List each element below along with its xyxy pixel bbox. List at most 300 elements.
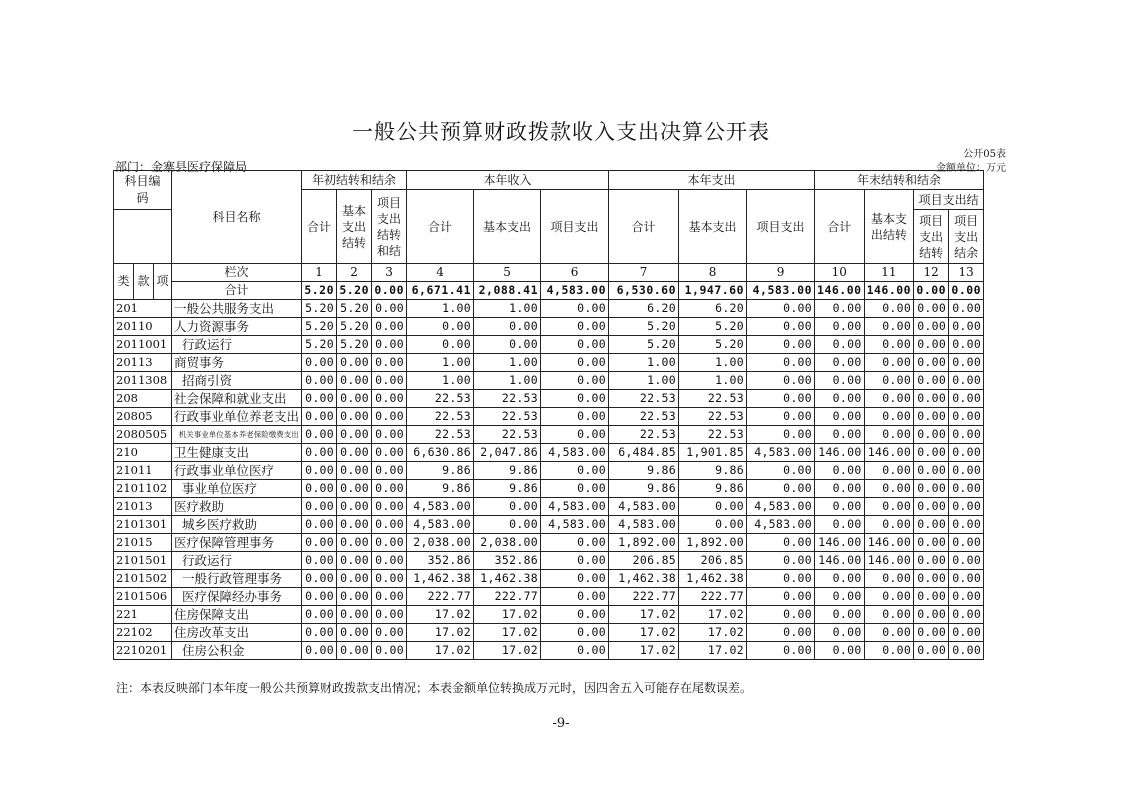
subject-code: 21011 [114,462,172,480]
amount-cell: 0.00 [864,354,914,372]
header-lanci: 栏次 [172,264,302,282]
table-row [114,624,984,642]
amount-cell: 0.00 [864,300,914,318]
subject-name: 社会保障和就业支出 [172,390,302,408]
header-end-project-carry: 项目支出结转 [914,210,949,264]
amount-cell: 0.00 [864,624,914,642]
header-group-end: 年末结转和结余 [815,171,984,190]
amount-cell: 0.00 [372,300,407,318]
subject-code: 20113 [114,354,172,372]
amount-cell: 0.00 [914,462,949,480]
amount-cell: 0.00 [747,372,815,390]
amount-cell: 0.00 [747,588,815,606]
total-cell: 146.00 [864,282,914,300]
amount-cell: 0.00 [914,624,949,642]
amount-cell: 0.00 [864,372,914,390]
amount-cell: 4,583.00 [609,516,679,534]
amount-cell: 0.00 [949,336,984,354]
amount-cell: 0.00 [914,444,949,462]
amount-cell: 0.00 [914,300,949,318]
amount-cell: 17.02 [407,624,474,642]
amount-cell: 0.00 [864,516,914,534]
header-income-total: 合计 [407,190,474,264]
amount-cell: 0.00 [302,570,337,588]
amount-cell: 5.20 [302,318,337,336]
header-begin-project: 项目支出结转和结 [372,190,407,264]
amount-cell: 0.00 [302,390,337,408]
amount-cell: 0.00 [815,300,865,318]
amount-cell: 0.00 [949,390,984,408]
amount-cell: 0.00 [541,426,609,444]
amount-cell: 22.53 [407,408,474,426]
amount-cell: 17.02 [407,642,474,660]
subject-code: 2101501 [114,552,172,570]
subject-name: 医疗保障管理事务 [172,534,302,552]
total-cell: 4,583.00 [541,282,609,300]
amount-cell: 222.77 [474,588,541,606]
amount-cell: 6.20 [609,300,679,318]
subject-code: 21013 [114,498,172,516]
table-row [114,336,984,354]
table-row [114,588,984,606]
col-number: 6 [541,264,609,282]
table-row [114,642,984,660]
amount-cell: 0.00 [302,624,337,642]
amount-cell: 0.00 [747,318,815,336]
amount-cell: 9.86 [474,462,541,480]
amount-cell: 0.00 [302,408,337,426]
subject-name: 商贸事务 [172,354,302,372]
amount-cell: 352.86 [474,552,541,570]
amount-cell: 5.20 [679,318,747,336]
subject-code: 2101506 [114,588,172,606]
amount-cell: 0.00 [949,462,984,480]
amount-cell: 5.20 [609,336,679,354]
amount-cell: 4,583.00 [747,444,815,462]
amount-cell: 0.00 [337,516,372,534]
amount-cell: 1.00 [407,300,474,318]
table-row [114,498,984,516]
amount-cell: 22.53 [474,390,541,408]
subject-code: 2101301 [114,516,172,534]
amount-cell: 0.00 [474,516,541,534]
amount-cell: 1.00 [407,372,474,390]
amount-cell: 0.00 [541,606,609,624]
amount-cell: 0.00 [337,642,372,660]
amount-cell: 17.02 [474,642,541,660]
subject-name: 卫生健康支出 [172,444,302,462]
amount-cell: 0.00 [372,552,407,570]
amount-cell: 1.00 [474,354,541,372]
amount-cell: 22.53 [609,390,679,408]
amount-cell: 1.00 [609,372,679,390]
amount-cell: 0.00 [302,552,337,570]
total-cell: 0.00 [914,282,949,300]
amount-cell: 0.00 [407,318,474,336]
amount-cell: 5.20 [679,336,747,354]
amount-cell: 0.00 [949,300,984,318]
subject-code: 208 [114,390,172,408]
amount-cell: 0.00 [864,588,914,606]
amount-cell: 17.02 [407,606,474,624]
amount-cell: 2,047.86 [474,444,541,462]
amount-cell: 222.77 [609,588,679,606]
amount-cell: 0.00 [372,408,407,426]
amount-cell: 0.00 [747,336,815,354]
amount-cell: 0.00 [815,372,865,390]
subject-code: 2080505 [114,426,172,444]
subject-name: 一般公共服务支出 [172,300,302,318]
amount-cell: 0.00 [541,588,609,606]
amount-cell: 0.00 [747,426,815,444]
amount-cell: 1.00 [407,354,474,372]
amount-cell: 0.00 [337,372,372,390]
amount-cell: 0.00 [541,372,609,390]
amount-cell: 0.00 [914,426,949,444]
table-row [114,534,984,552]
amount-cell: 0.00 [747,354,815,372]
amount-cell: 1,892.00 [679,534,747,552]
amount-cell: 0.00 [372,588,407,606]
amount-cell: 22.53 [474,426,541,444]
amount-cell: 5.20 [337,300,372,318]
amount-cell: 0.00 [914,336,949,354]
total-cell: 6,530.60 [609,282,679,300]
amount-cell: 17.02 [609,624,679,642]
amount-cell: 146.00 [864,552,914,570]
amount-cell: 0.00 [372,606,407,624]
amount-cell: 0.00 [541,408,609,426]
amount-cell: 0.00 [864,408,914,426]
amount-cell: 17.02 [474,606,541,624]
amount-cell: 352.86 [407,552,474,570]
amount-cell: 206.85 [609,552,679,570]
subject-name: 机关事业单位基本养老保险缴费支出 [172,426,302,444]
col-number: 5 [474,264,541,282]
amount-cell: 1.00 [474,372,541,390]
amount-cell: 0.00 [815,336,865,354]
amount-cell: 0.00 [949,426,984,444]
amount-cell: 0.00 [337,462,372,480]
amount-cell: 5.20 [302,300,337,318]
col-number: 12 [914,264,949,282]
amount-cell: 0.00 [914,552,949,570]
col-number: 7 [609,264,679,282]
header-end-project-surplus: 项目支出结余 [949,210,984,264]
table-body [114,300,984,660]
amount-cell: 146.00 [864,534,914,552]
subject-code: 20805 [114,408,172,426]
amount-cell: 0.00 [815,570,865,588]
amount-cell: 5.20 [302,336,337,354]
subject-name: 行政事业单位医疗 [172,462,302,480]
col-number: 10 [815,264,865,282]
amount-cell: 0.00 [372,336,407,354]
amount-cell: 22.53 [474,408,541,426]
subject-code: 2101102 [114,480,172,498]
footnote: 注：本表反映部门本年度一般公共预算财政拨款支出情况；本表金额单位转换成万元时，因四舍五入可能存在尾数误差。 [116,681,753,695]
amount-cell: 5.20 [609,318,679,336]
amount-cell: 0.00 [474,318,541,336]
amount-cell: 0.00 [541,624,609,642]
subject-name: 住房公积金 [172,642,302,660]
subject-name: 一般行政管理事务 [172,570,302,588]
amount-cell: 4,583.00 [541,498,609,516]
header-group-income: 本年收入 [407,171,609,190]
header-exp-total: 合计 [609,190,679,264]
amount-cell: 0.00 [302,444,337,462]
amount-cell: 0.00 [747,300,815,318]
amount-cell: 0.00 [372,462,407,480]
amount-cell: 0.00 [407,336,474,354]
amount-cell: 0.00 [474,336,541,354]
amount-cell: 0.00 [864,606,914,624]
amount-cell: 1.00 [679,372,747,390]
amount-cell: 0.00 [302,462,337,480]
amount-cell: 22.53 [609,408,679,426]
amount-cell: 22.53 [679,408,747,426]
col-number: 2 [337,264,372,282]
amount-cell: 0.00 [949,444,984,462]
subject-name: 行政事业单位养老支出 [172,408,302,426]
amount-cell: 0.00 [815,642,865,660]
col-number: 1 [302,264,337,282]
amount-cell: 0.00 [302,642,337,660]
col-number: 11 [864,264,914,282]
table-row [114,570,984,588]
amount-cell: 0.00 [541,642,609,660]
total-cell: 6,671.41 [407,282,474,300]
subject-code: 201 [114,300,172,318]
amount-cell: 0.00 [372,480,407,498]
amount-cell: 17.02 [609,606,679,624]
amount-cell: 0.00 [372,318,407,336]
amount-cell: 0.00 [914,606,949,624]
amount-cell: 0.00 [372,390,407,408]
amount-cell: 146.00 [815,534,865,552]
amount-cell: 0.00 [815,426,865,444]
header-code-spacer [114,210,172,264]
amount-cell: 0.00 [747,480,815,498]
amount-cell: 0.00 [337,606,372,624]
header-end-total: 合计 [815,190,865,264]
subject-code: 221 [114,606,172,624]
amount-cell: 0.00 [372,570,407,588]
amount-cell: 9.86 [609,480,679,498]
subject-name: 人力资源事务 [172,318,302,336]
amount-cell: 0.00 [914,480,949,498]
amount-cell: 4,583.00 [747,516,815,534]
amount-cell: 1.00 [474,300,541,318]
amount-cell: 0.00 [302,372,337,390]
amount-cell: 0.00 [747,642,815,660]
amount-cell: 0.00 [914,318,949,336]
total-cell: 5.20 [337,282,372,300]
amount-cell: 0.00 [949,552,984,570]
table-row [114,354,984,372]
table-row [114,606,984,624]
amount-cell: 0.00 [302,516,337,534]
amount-cell: 0.00 [541,480,609,498]
amount-cell: 0.00 [914,570,949,588]
amount-cell: 0.00 [864,480,914,498]
amount-cell: 0.00 [679,516,747,534]
subject-name: 招商引资 [172,372,302,390]
subject-code: 2011308 [114,372,172,390]
amount-cell: 22.53 [679,390,747,408]
table-row [114,462,984,480]
amount-cell: 0.00 [815,606,865,624]
amount-cell: 0.00 [337,480,372,498]
amount-cell: 0.00 [815,498,865,516]
amount-cell: 6.20 [679,300,747,318]
amount-cell: 0.00 [914,498,949,516]
budget-table [113,170,984,660]
amount-cell: 0.00 [864,642,914,660]
header-income-project: 项目支出 [541,190,609,264]
amount-cell: 146.00 [815,552,865,570]
amount-cell: 0.00 [302,588,337,606]
amount-cell: 0.00 [914,642,949,660]
amount-cell: 6,484.85 [609,444,679,462]
amount-cell: 0.00 [949,372,984,390]
amount-cell: 1.00 [609,354,679,372]
amount-cell: 0.00 [949,480,984,498]
subject-code: 2210201 [114,642,172,660]
table-row [114,516,984,534]
amount-cell: 0.00 [372,516,407,534]
amount-cell: 0.00 [372,498,407,516]
amount-cell: 0.00 [864,426,914,444]
amount-cell: 0.00 [815,462,865,480]
col-number: 13 [949,264,984,282]
amount-cell: 4,583.00 [407,498,474,516]
amount-cell: 1,462.38 [609,570,679,588]
amount-cell: 0.00 [914,534,949,552]
amount-cell: 0.00 [864,570,914,588]
amount-cell: 4,583.00 [541,444,609,462]
amount-cell: 0.00 [949,570,984,588]
header-exp-project: 项目支出 [747,190,815,264]
header-name: 科目名称 [172,171,302,264]
department-label: 部门：金寨县医疗保障局 [115,160,248,174]
table-row [114,408,984,426]
amount-cell: 0.00 [914,516,949,534]
col-number: 4 [407,264,474,282]
amount-cell: 9.86 [407,480,474,498]
amount-cell: 0.00 [541,552,609,570]
amount-cell: 5.20 [337,336,372,354]
amount-cell: 0.00 [337,552,372,570]
amount-cell: 1,462.38 [474,570,541,588]
amount-cell: 206.85 [679,552,747,570]
table-row [114,300,984,318]
amount-cell: 5.20 [337,318,372,336]
amount-cell: 0.00 [949,354,984,372]
col-number: 9 [747,264,815,282]
amount-cell: 0.00 [337,426,372,444]
amount-cell: 0.00 [815,354,865,372]
amount-cell: 0.00 [541,300,609,318]
table-row [114,390,984,408]
amount-cell: 0.00 [949,516,984,534]
amount-cell: 0.00 [541,534,609,552]
amount-cell: 0.00 [949,498,984,516]
header-end-basic: 基本支出结转 [864,190,914,264]
amount-cell: 0.00 [372,642,407,660]
amount-cell: 0.00 [541,570,609,588]
amount-cell: 4,583.00 [747,498,815,516]
amount-cell: 0.00 [541,318,609,336]
amount-cell: 0.00 [747,408,815,426]
amount-cell: 0.00 [541,336,609,354]
subject-name: 行政运行 [172,336,302,354]
amount-cell: 0.00 [864,318,914,336]
total-cell: 0.00 [949,282,984,300]
amount-cell: 0.00 [864,336,914,354]
subject-code: 2011001 [114,336,172,354]
amount-cell: 17.02 [679,642,747,660]
amount-cell: 9.86 [407,462,474,480]
amount-cell: 2,038.00 [407,534,474,552]
amount-cell: 9.86 [679,462,747,480]
subject-name: 医疗救助 [172,498,302,516]
subject-name: 住房保障支出 [172,606,302,624]
unit-label: 金额单位：万元 [936,163,1006,174]
table-row [114,372,984,390]
subject-code: 2101502 [114,570,172,588]
header-xiang: 项 [154,264,172,300]
amount-cell: 0.00 [815,516,865,534]
amount-cell: 1.00 [679,354,747,372]
amount-cell: 0.00 [372,534,407,552]
table-row [114,552,984,570]
subject-name: 医疗保障经办事务 [172,588,302,606]
header-lei: 类 [114,264,134,300]
amount-cell: 0.00 [372,624,407,642]
amount-cell: 0.00 [815,318,865,336]
form-code: 公开05表 [963,149,1006,160]
subject-name: 城乡医疗救助 [172,516,302,534]
subject-code: 21015 [114,534,172,552]
table-row [114,318,984,336]
col-number: 8 [679,264,747,282]
amount-cell: 0.00 [747,606,815,624]
total-cell: 5.20 [302,282,337,300]
amount-cell: 0.00 [474,498,541,516]
amount-cell: 0.00 [337,354,372,372]
amount-cell: 0.00 [302,606,337,624]
subject-name: 住房改革支出 [172,624,302,642]
amount-cell: 0.00 [747,462,815,480]
total-cell: 4,583.00 [747,282,815,300]
subject-name: 行政运行 [172,552,302,570]
page-number: -9- [552,716,570,731]
amount-cell: 0.00 [914,588,949,606]
amount-cell: 0.00 [337,408,372,426]
amount-cell: 0.00 [337,534,372,552]
amount-cell: 4,583.00 [541,516,609,534]
amount-cell: 0.00 [949,408,984,426]
amount-cell: 9.86 [679,480,747,498]
amount-cell: 0.00 [337,498,372,516]
amount-cell: 22.53 [407,426,474,444]
amount-cell: 17.02 [679,624,747,642]
amount-cell: 0.00 [337,588,372,606]
amount-cell: 0.00 [949,642,984,660]
header-group-expense: 本年支出 [609,171,815,190]
header-kuan: 款 [134,264,154,300]
